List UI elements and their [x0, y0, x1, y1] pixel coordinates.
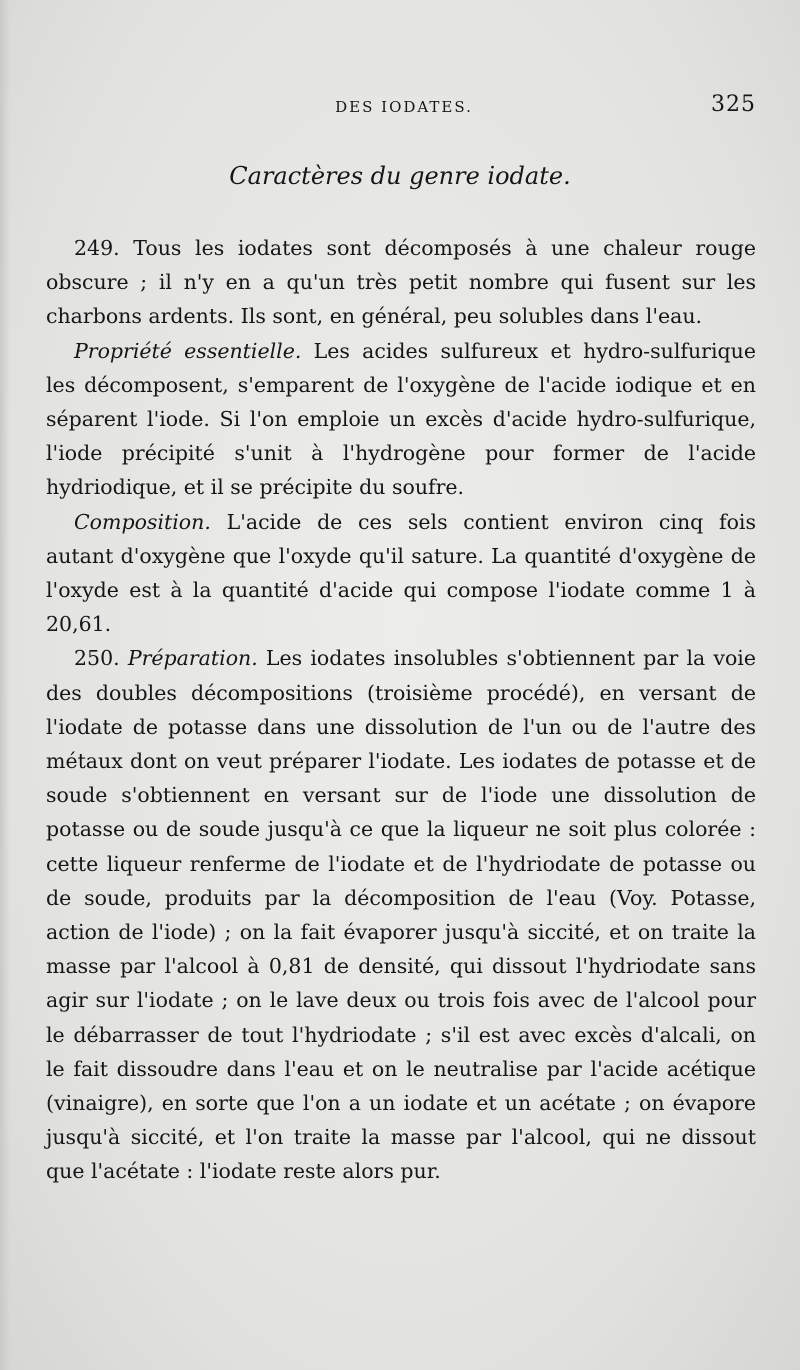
page-number: 325 — [711, 92, 756, 117]
paragraph-250 — [46, 641, 756, 1188]
paragraph-label: Préparation. — [127, 646, 258, 671]
page-header — [48, 92, 760, 124]
paragraph-label: Propriété essentielle. — [74, 338, 302, 363]
paragraph-composition — [46, 505, 756, 642]
body-text — [46, 231, 756, 1189]
paragraph-number: 250. — [74, 646, 120, 671]
paragraph-249 — [46, 231, 756, 334]
paragraph-label: Composition. — [74, 509, 211, 534]
running-head: DES IODATES. — [335, 98, 473, 116]
paragraph-text: Tous les iodates sont décomposés à une chaleur rouge obscure ; il n'y en a qu'un très petit nombre qui fusent sur les charbons ardents. Ils sont, en général, peu solubles dans l'eau. — [46, 236, 756, 329]
paragraph-text: Les acides sulfureux et hydro-sulfurique les décomposent, s'emparent de l'oxygène de l'acide iodique et en séparent l'iode. Si l'on emploie un excès d'acide hydro-sulfurique, l'iode précipité s'unit à l'hydrogène pour former de l'acide hydriodique, et il se précipite du soufre. — [46, 338, 756, 500]
paragraph-text: Les iodates insolubles s'obtiennent par la voie des doubles décompositions (troisième procédé), en versant de l'iodate de potasse dans une dissolution de l'un ou de l'autre des métaux dont on veut préparer l'iodate. Les iodates de potasse et de soude s'obtiennent en versant sur de l'iode une dissolution de potasse ou de soude jusqu'à ce que la liqueur ne soit plus colorée : cette liqueur renferme de l'iodate et de l'hydriodate de potasse ou de soude, produits par la décomposition de l'eau (Voy. Potasse, action de l'iode) ; on la fait évaporer jusqu'à siccité, et on traite la masse par l'alcool à 0,81 de densité, qui dissout l'hydriodate sans agir sur l'iodate ; on le lave deux ou trois fois avec de l'alcool pour le débarrasser de tout l'hydriodate ; s'il est avec excès d'alcali, on le fait dissoudre dans l'eau et on le neutralise par l'acide acétique (vinaigre), en sorte que l'on a un iodate et un acétate ; on évapore jusqu'à siccité, et l'on traite la masse par l'alcool, qui ne dissout que l'acétate : l'iodate reste alors pur. — [46, 646, 756, 1184]
paragraph-number: 249. — [74, 236, 120, 260]
paragraph-text: L'acide de ces sels contient environ cinq fois autant d'oxygène que l'oxyde qu'il sature. La quantité d'oxygène de l'oxyde est à la quantité d'acide qui compose l'iodate comme 1 à 20,61. — [46, 509, 756, 637]
paragraph-propriete — [46, 334, 756, 505]
section-title: Caractères du genre iodate. — [229, 162, 571, 190]
